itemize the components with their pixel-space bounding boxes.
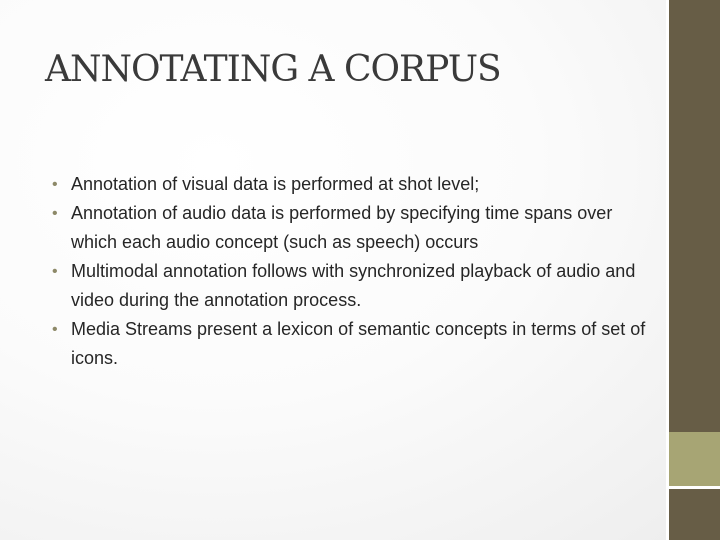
bullet-item: [52, 257, 652, 315]
bullet-marker-icon: •: [52, 263, 58, 280]
bullet-text: Annotation of audio data is performed by specifying time spans over which each audio concept (such as speech) occurs: [71, 203, 613, 252]
bullet-item: [52, 170, 652, 199]
side-accent-divider: [669, 486, 720, 489]
bullet-list: [52, 170, 652, 373]
bullet-text: Multimodal annotation follows with synchronized playback of audio and video during the annotation process.: [71, 261, 636, 310]
slide-title: ANNOTATING A CORPUS: [45, 49, 501, 90]
bullet-item: [52, 199, 652, 257]
bullet-item: [52, 315, 652, 373]
bullet-marker-icon: •: [52, 205, 58, 222]
bullet-marker-icon: •: [52, 176, 58, 193]
bullet-text: Media Streams present a lexicon of semantic concepts in terms of set of icons.: [71, 319, 646, 368]
side-accent-block: [669, 432, 720, 486]
bullet-marker-icon: •: [52, 321, 58, 338]
bullet-text: Annotation of visual data is performed at shot level;: [71, 174, 480, 194]
